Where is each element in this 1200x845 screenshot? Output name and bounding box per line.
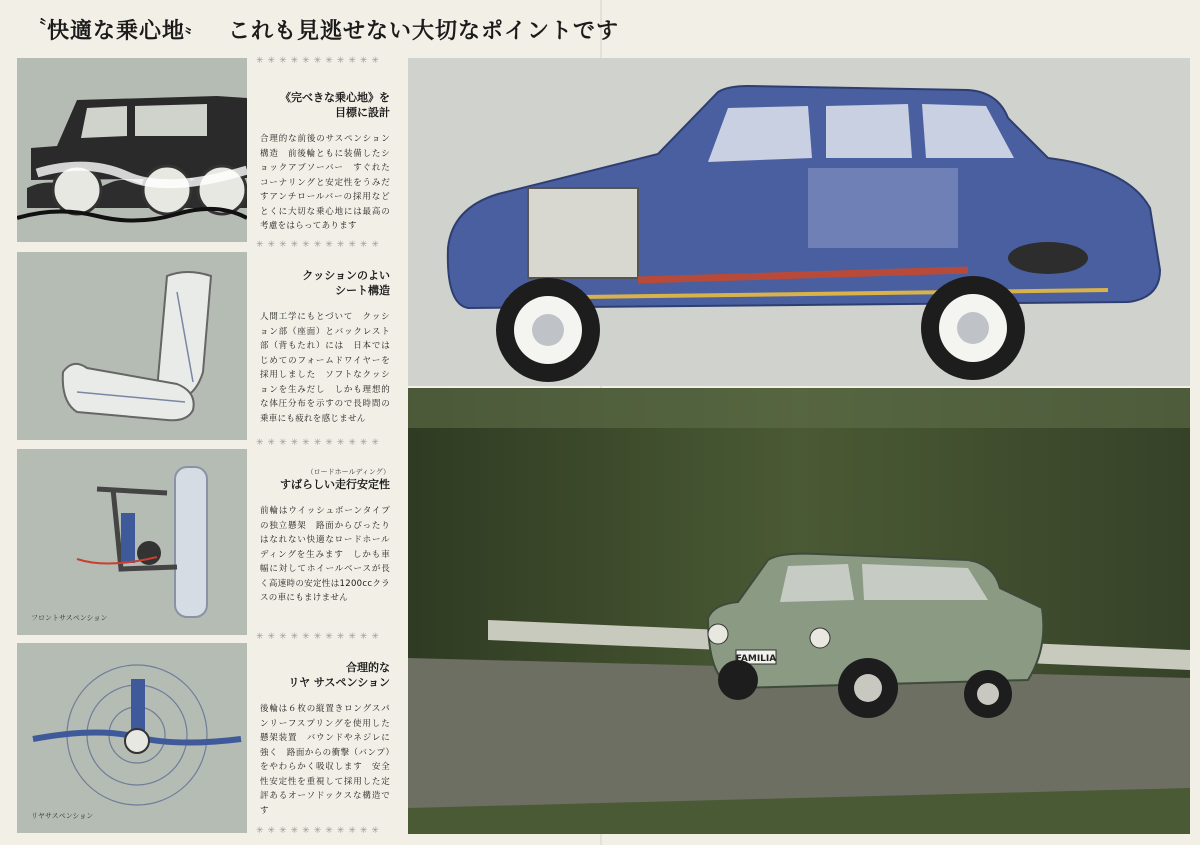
cutaway-car-illustration — [408, 58, 1190, 386]
section-title-line2: リヤ サスペンション — [288, 676, 390, 689]
star-divider: ✳✳✳✳✳✳✳✳✳✳✳ — [256, 826, 383, 836]
ride-comfort-illustration — [17, 58, 247, 242]
section-title-line1: 《完べきな乗心地》を — [280, 91, 390, 104]
section-title-line1: 合理的な — [346, 661, 390, 674]
rear-suspension-image — [17, 643, 247, 833]
section-title-line2: シート構造 — [335, 284, 390, 297]
familia-badge: FAMILIA — [735, 654, 777, 664]
close-quote: 〟 — [185, 17, 203, 36]
car-on-rough-road-image — [17, 58, 247, 242]
front-suspension-image — [17, 449, 247, 635]
open-quote: 〝 — [30, 17, 48, 36]
star-divider: ✳✳✳✳✳✳✳✳✳✳✳ — [256, 56, 383, 66]
section-body: 前輪はウイッシュボーンタイプの独立懸架 路面からぴったりはなれない快適なロードホールディングを生みます しかも車幅に対してホイールベースが長く高速時の安定性は1200ccクラスの車にもまけません — [260, 506, 390, 603]
section-title-line2: 目標に設計 — [335, 106, 390, 119]
page-heading — [30, 14, 619, 44]
seat-frame-image — [17, 252, 247, 440]
section-ride-comfort — [260, 90, 399, 234]
section-body: 人間工学にもとづいて クッション部（座面）とバックレスト部（背もたれ）には 日本ではじめてのフォームドワイヤーを採用しました ソフトなクッションを生みだし しかも理想的な体圧分布を示すので長時間の乗車にも疲れを感じません — [260, 312, 390, 424]
front-suspension-illustration — [17, 449, 247, 635]
front-suspension-caption: フロントサスペンション — [31, 614, 108, 622]
section-title-line1: すばらしい走行安定性 — [280, 478, 390, 491]
seat-illustration — [17, 252, 247, 440]
section-stability — [260, 468, 390, 606]
star-divider: ✳✳✳✳✳✳✳✳✳✳✳ — [256, 240, 383, 250]
section-ruby: （ロードホールディング） — [306, 468, 390, 476]
section-body: 合理的な前後のサスペンション構造 前後輪ともに装備したショックアブソーバー すぐれたコーナリングと安定性をうみだすアンチロールバーの採用など とくに大切な乗心地には最高の考慮をはらってあります — [260, 134, 399, 231]
rear-suspension-caption: リヤサスペンション — [31, 812, 94, 820]
section-rear-suspension — [260, 660, 390, 818]
rear-suspension-illustration — [17, 643, 247, 833]
blue-cutaway-car-image — [408, 58, 1190, 386]
heading-subtitle: これも見逃せない大切なポイントです — [228, 19, 620, 44]
green-car-on-road-image — [408, 388, 1190, 834]
star-divider: ✳✳✳✳✳✳✳✳✳✳✳ — [256, 632, 383, 642]
star-divider: ✳✳✳✳✳✳✳✳✳✳✳ — [256, 438, 383, 448]
section-title-line1: クッションのよい — [302, 269, 390, 282]
heading-title: 快適な乗心地 — [47, 19, 186, 44]
driving-car-photo — [408, 388, 1190, 834]
section-seat — [260, 268, 390, 426]
section-body: 後輪は６枚の縦置きロングスパンリーフスプリングを使用した懸架装置 バウンドやネジレに強く 路面からの衝撃（バンプ）をやわらかく吸収します 安全性安定性を重視して採用した定評あるオーソドックスな構造です — [260, 704, 390, 816]
